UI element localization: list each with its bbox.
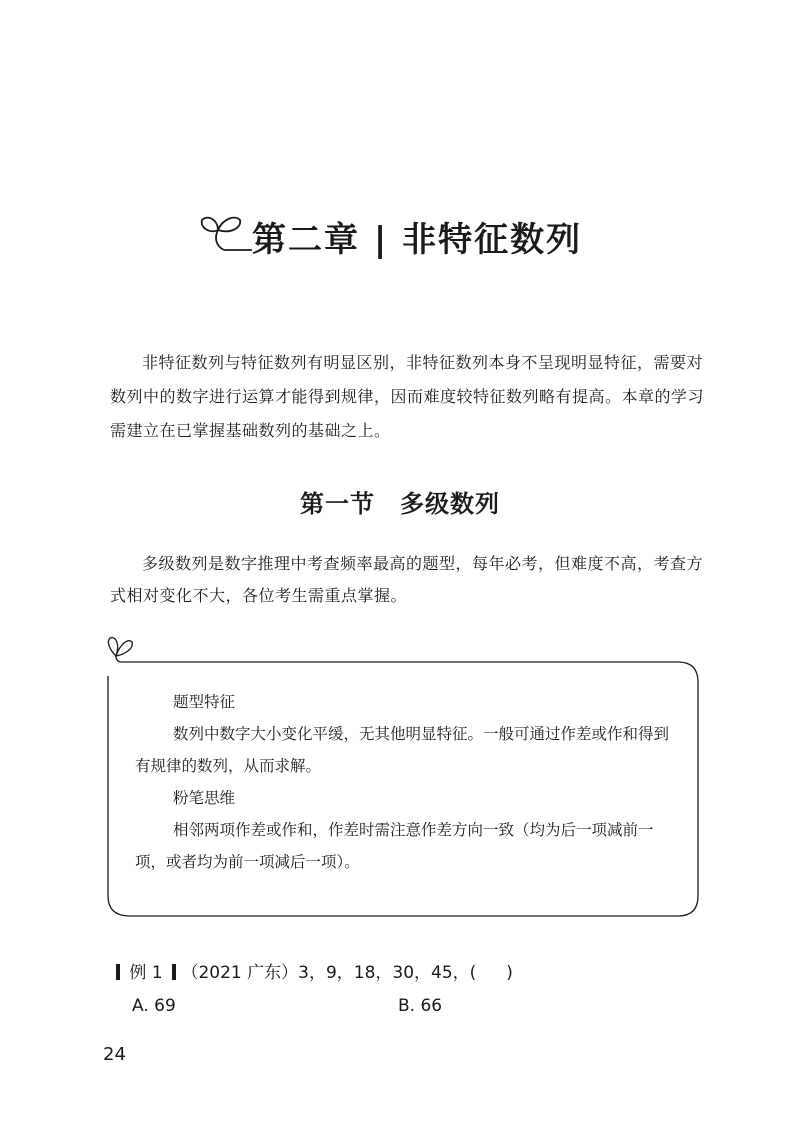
example-marker-left: [116, 964, 120, 980]
thinking-label: 粉笔思维: [173, 789, 236, 807]
sprout-icon: [196, 204, 256, 252]
chapter-intro: 非特征数列与特征数列有明显区别，非特征数列本身不呈现明显特征，需要对数列中的数字进行运算才能得到规律，因而难度较特征数列略有提高。本章的学习需建立在已掌握基础数列的基础之上。: [110, 353, 705, 440]
section-title: 第一节 多级数列: [300, 490, 500, 518]
feature-label: 题型特征: [173, 693, 236, 711]
example-sequence: 3，9，18，30，45，(: [298, 963, 477, 983]
option-a: A. 69: [132, 996, 176, 1016]
chapter-header: [196, 196, 596, 276]
thinking-text: 相邻两项作差或作和，作差时需注意作差方向一致（均为后一项减前一项，或者均为前一项减后一项）。: [135, 821, 654, 871]
feature-text: 数列中数字大小变化平缓，无其他明显特征。一般可通过作差或作和得到有规律的数列，从而求解。: [135, 725, 670, 775]
example-marker-right: [172, 964, 176, 980]
feature-box: [135, 686, 670, 878]
chapter-title: 第二章 | 非特征数列: [252, 220, 583, 260]
section-intro: 多级数列是数字推理中考查频率最高的题型，每年必考，但难度不高，考查方式相对变化不大，各位考生需重点掌握。: [110, 554, 704, 605]
example-label: 例 1: [129, 963, 163, 983]
example-sequence-close: ): [506, 963, 513, 983]
example-question: [116, 958, 513, 983]
page-number: 24: [103, 1044, 126, 1065]
example-source: （2021 广东）: [181, 963, 299, 983]
option-b: B. 66: [398, 996, 443, 1016]
